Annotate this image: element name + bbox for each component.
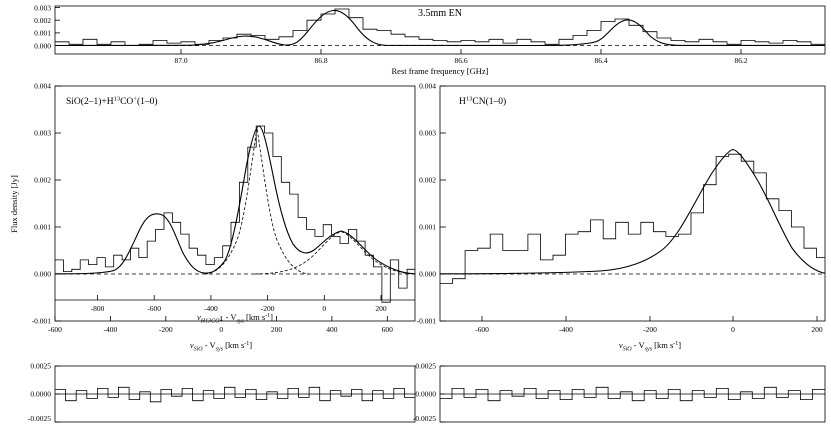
- top-ytick-2: 0.001: [34, 28, 51, 38]
- right-bottom-xtick-1: -400: [559, 325, 573, 334]
- right-bottom-xtick-2: -200: [643, 325, 657, 334]
- left-gaussian-component-1: [205, 128, 309, 274]
- left-y-ticks: [32, 82, 61, 326]
- top-spectrum-panel: [34, 3, 825, 76]
- left-total-fit: [55, 126, 415, 274]
- right-main-panel: [417, 82, 825, 353]
- right-observed-step: [440, 154, 825, 283]
- top-xtick-0: 87.0: [174, 56, 188, 65]
- right-gaussian-fit: [440, 150, 825, 274]
- left-ytick-1: 0.003: [34, 128, 51, 138]
- top-xtick-4: 86.2: [734, 56, 748, 65]
- left-bottom-xtick-6: 600: [381, 325, 393, 334]
- top-xtick-2: 86.6: [454, 56, 468, 65]
- top-ytick-3: 0.000: [34, 41, 51, 51]
- top-ytick-1: 0.002: [34, 16, 51, 25]
- left-inner-axis-label: $v_{H13CO+} - V_{sys}$ [km $s^{-1}$]: [196, 312, 274, 325]
- right-panel-frame: [440, 86, 825, 321]
- right-ytick-4: 0.000: [419, 269, 436, 279]
- main-ylabel: Flux density [Jy]: [9, 175, 19, 233]
- residual-left-panel: [28, 362, 415, 423]
- left-bottom-xtick-3: 0: [219, 325, 224, 334]
- left-ytick-3: 0.001: [34, 222, 51, 232]
- left-gaussian-component-2: [255, 232, 415, 275]
- right-ytick-2: 0.002: [419, 175, 436, 185]
- left-top-xtick-1: -600: [147, 304, 162, 313]
- left-bottom-xtick-2: -200: [158, 325, 173, 334]
- right-bottom-axis: [475, 316, 823, 353]
- left-bottom-xtick-1: -400: [103, 325, 118, 334]
- left-observed-step: [55, 126, 415, 302]
- left-bottom-xtick-4: 200: [270, 325, 283, 334]
- residual-right-ytick-0: 0.0025: [415, 361, 436, 371]
- residual-left-ytick-2: -0.0025: [27, 414, 51, 423]
- top-y-ticks: [34, 3, 60, 50]
- left-top-xtick-5: 200: [375, 304, 387, 313]
- left-ytick-4: 0.000: [34, 269, 51, 279]
- left-xaxis-label: $v_{SiO} - V_{sys}$ [km $s^{-1}$]: [189, 340, 253, 353]
- right-bottom-xtick-3: 0: [731, 325, 735, 334]
- left-ytick-5: -0.001: [31, 316, 51, 326]
- right-ytick-5: -0.001: [416, 316, 436, 326]
- left-inner-top-axis: [55, 295, 415, 325]
- left-top-xtick-0: -800: [90, 304, 105, 313]
- right-xaxis-label: $v_{SiO} - V_{sys}$ [km $s^{-1}$]: [618, 340, 682, 353]
- left-top-xtick-3: -200: [260, 304, 275, 313]
- figure-title: 3.5mm EN: [418, 8, 462, 19]
- top-xtick-1: 86.8: [314, 56, 328, 65]
- right-ytick-3: 0.001: [419, 222, 436, 232]
- residual-left-ytick-0: 0.0025: [30, 361, 51, 371]
- left-panel-frame: [55, 86, 415, 321]
- left-bottom-xtick-0: -600: [48, 325, 62, 334]
- residual-left-step: [55, 387, 415, 402]
- left-top-xtick-4: 0: [322, 304, 327, 313]
- residual-right-ytick-2: -0.0025: [412, 414, 436, 423]
- left-main-panel: [9, 82, 415, 326]
- top-xaxis-label: Rest frame frequency [GHz]: [391, 66, 489, 76]
- right-bottom-xtick-4: 200: [811, 325, 823, 334]
- left-ytick-2: 0.002: [34, 175, 51, 185]
- left-ytick-0: 0.004: [34, 81, 51, 91]
- residual-right-panel: [413, 362, 825, 423]
- right-y-ticks: [417, 82, 446, 326]
- right-panel-title: $H^{13}CN(1-0)$: [459, 95, 507, 107]
- left-panel-title: $SiO(2-1)+H^{13}CO^+(1-0)$: [66, 95, 158, 107]
- left-bottom-xtick-5: 400: [326, 325, 338, 334]
- right-ytick-1: 0.003: [419, 128, 436, 138]
- top-ytick-0: 0.003: [34, 3, 51, 13]
- residual-right-ytick-1: 0.0000: [415, 389, 436, 399]
- left-top-xtick-2: -400: [204, 304, 218, 313]
- top-xtick-3: 86.4: [594, 56, 608, 65]
- right-ytick-0: 0.004: [419, 81, 436, 91]
- right-bottom-xtick-0: -600: [475, 325, 489, 334]
- residual-left-ytick-1: 0.0000: [30, 389, 51, 399]
- top-x-ticks: [174, 49, 747, 65]
